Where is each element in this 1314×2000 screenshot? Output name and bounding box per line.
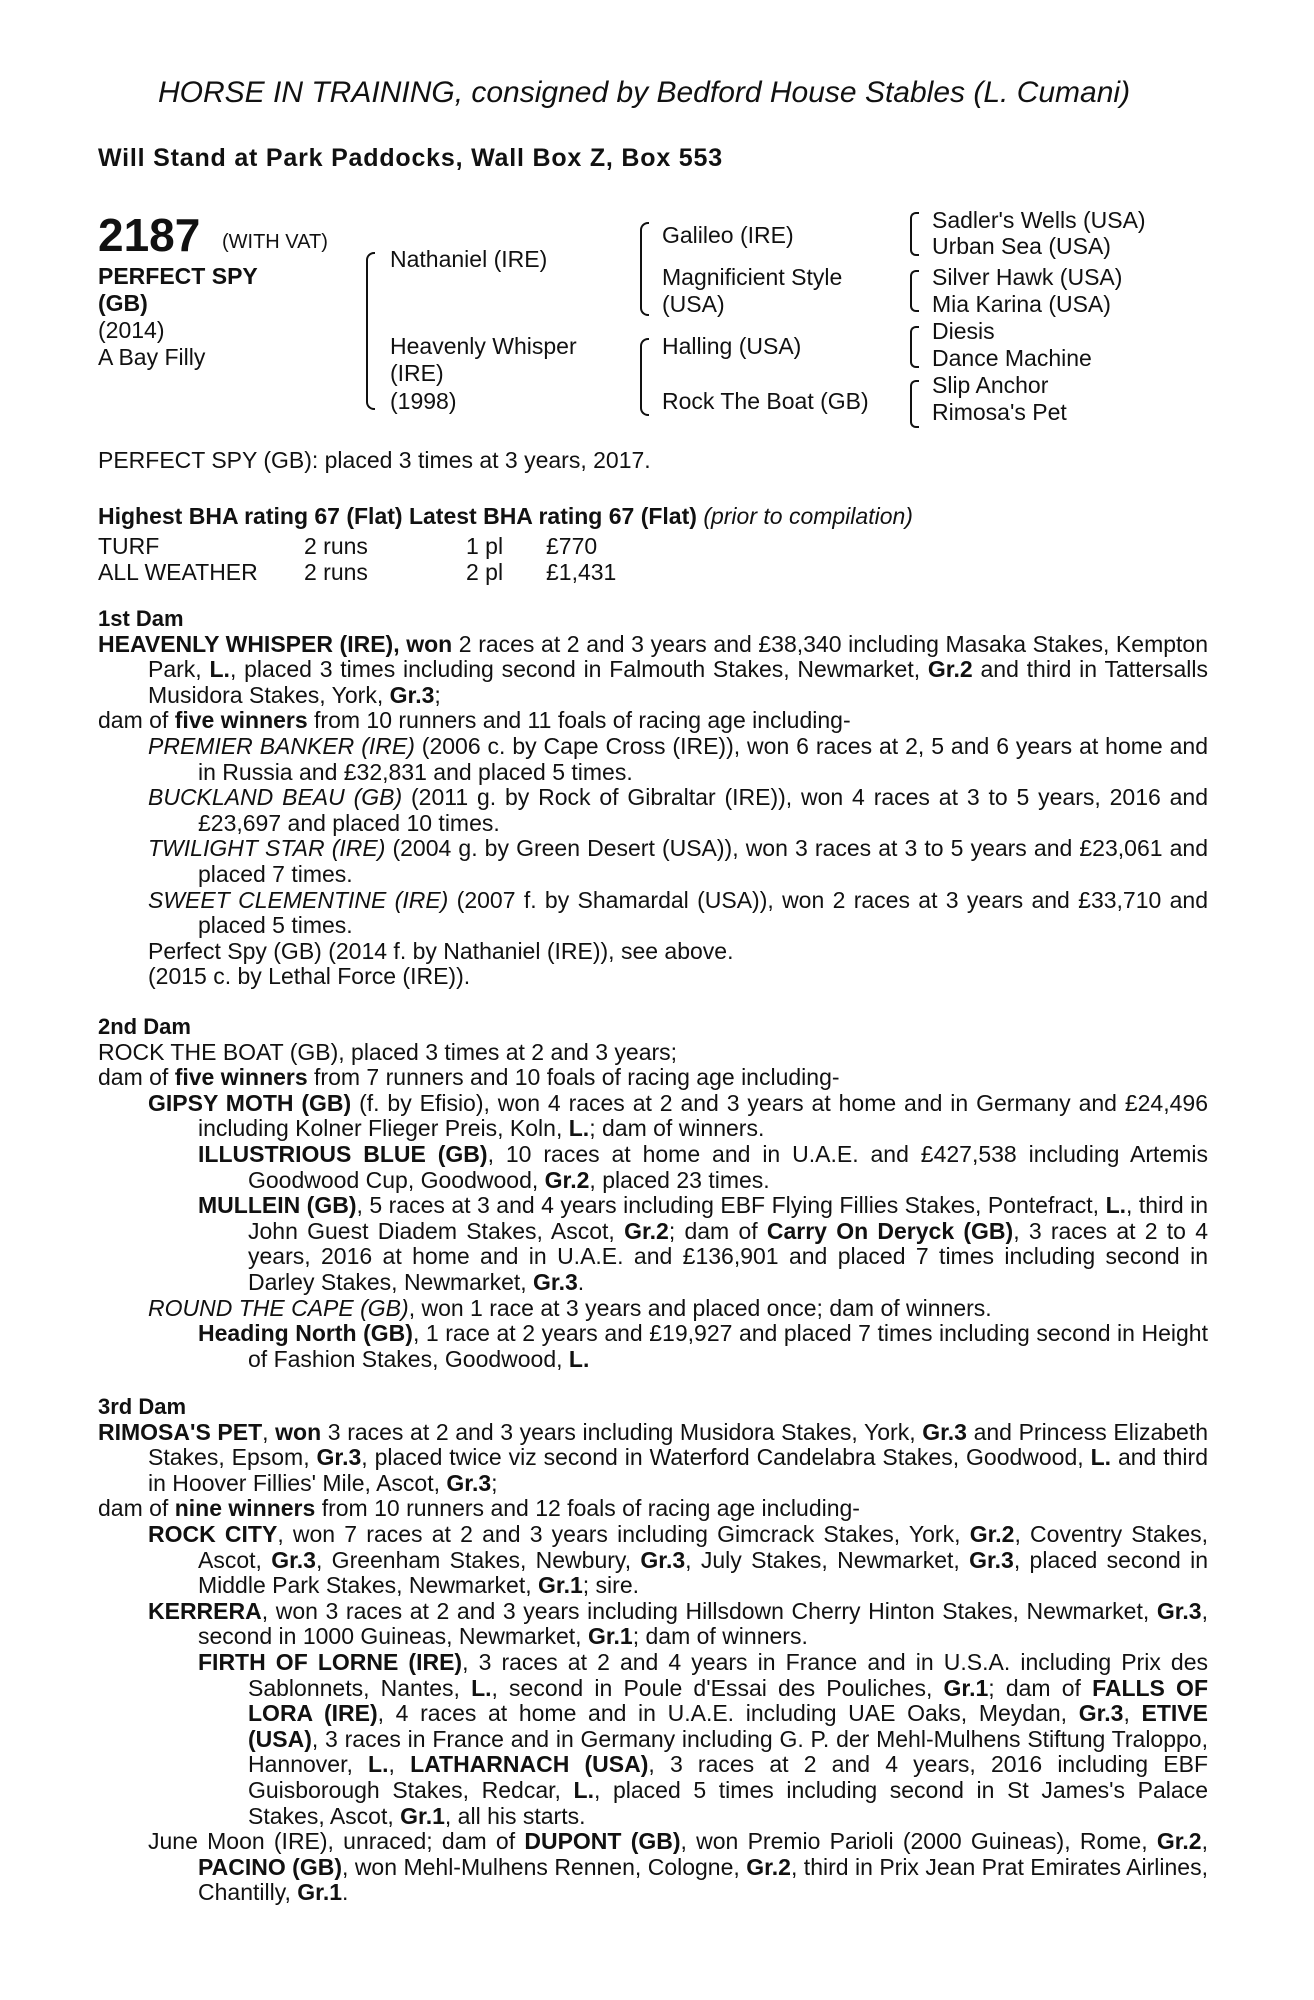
record-text: , placed 3 times including second in Falmouth Stakes, Newmarket, (229, 656, 928, 683)
record-runs: 2 runs (304, 533, 368, 559)
produce-name: LATHARNACH (USA) (410, 1751, 649, 1778)
race-grade: L. (1105, 1192, 1127, 1219)
record-text: ; dam of (988, 1674, 1093, 1701)
race-grade: Gr.1 (587, 1623, 633, 1650)
race-grade: Gr.2 (746, 1853, 791, 1880)
race-grade: Gr.3 (316, 1444, 362, 1471)
pedigree-g3: Silver Hawk (USA) (932, 264, 1123, 290)
record-text: dam of (98, 1064, 175, 1091)
pedigree-g2: Urban Sea (USA) (932, 233, 1111, 259)
record-text: , third in John Guest Diadem Stakes, Ascot, (248, 1192, 1208, 1244)
pedigree-sire-dam-country: (USA) (662, 291, 725, 317)
record-text: , Greenham Stakes, Newbury, (315, 1546, 641, 1573)
produce-name: MULLEIN (GB) (198, 1192, 357, 1219)
produce-entry (98, 836, 1208, 887)
record-text: , second in 1000 Guineas, Newmarket, (198, 1597, 1208, 1650)
produce-name: PREMIER BANKER (IRE) (148, 732, 415, 759)
race-grade: Gr.2 (624, 1217, 669, 1244)
record-text: (2006 c. by Cape Cross (IRE)), won 6 races at 2, 5 and 6 years at home and in Russia and £32,831 and placed 5 times. (198, 732, 1208, 785)
record-text: , (1123, 1700, 1142, 1727)
produce-name: ETIVE (USA) (248, 1700, 1208, 1752)
pedigree-dam-country: (IRE) (390, 360, 444, 386)
produce-entry (98, 1142, 1208, 1193)
winners-count: five winners (174, 707, 308, 734)
third-dam-record (98, 1420, 1208, 1497)
race-grade: Gr.3 (1078, 1700, 1124, 1727)
record-text: , won 7 races at 2 and 3 years including Gimcrack Stakes, York, (277, 1520, 970, 1547)
produce-name: ROUND THE CAPE (GB) (148, 1294, 409, 1321)
pedigree-brace-sire-dam (366, 252, 375, 410)
record-surface: TURF (98, 533, 160, 559)
pedigree-sire-sire: Galileo (IRE) (662, 222, 794, 248)
pedigree-brace-g1 (910, 212, 919, 256)
second-dam-produce-summary (98, 1065, 1208, 1091)
produce-name: GIPSY MOTH (GB) (148, 1089, 352, 1116)
horse-name: PERFECT SPY (98, 263, 258, 289)
pedigree-g7: Slip Anchor (932, 372, 1049, 398)
race-grade: Gr.1 (943, 1674, 989, 1701)
record-text: ; dam of (668, 1217, 767, 1244)
race-grade: Gr.3 (446, 1469, 492, 1496)
race-grade: Gr.2 (1156, 1828, 1202, 1855)
record-text: , second in Poule d'Essai des Pouliches, (491, 1674, 944, 1701)
record-text: , 3 races at 2 and 4 years in France and in U.S.A. including Prix des Sablonnets, Nantes, (248, 1648, 1208, 1701)
record-text: ; (491, 1469, 498, 1496)
record-text: ; dam of winners. (589, 1115, 765, 1142)
race-grade: L. (368, 1751, 389, 1778)
first-dam-record (98, 632, 1208, 709)
produce-name: FALLS OF LORA (IRE) (248, 1674, 1208, 1727)
record-text: and third in Hoover Fillies' Mile, Ascot, (148, 1444, 1208, 1496)
pedigree-g4: Mia Karina (USA) (932, 291, 1111, 317)
first-dam-heading: 1st Dam (98, 606, 184, 631)
record-text: 3 races at 2 and 3 years including Musidora Stakes, York, (321, 1418, 923, 1445)
race-grade: Gr.1 (538, 1572, 583, 1599)
pedigree-sire-dam: Magnificient Style (662, 264, 843, 290)
race-grade: Gr.1 (297, 1879, 343, 1906)
produce-name: Heading North (GB) (198, 1320, 413, 1347)
record-text: dam of (98, 1495, 175, 1522)
dam-name: RIMOSA'S PET (98, 1418, 263, 1445)
record-text: , placed 23 times. (589, 1166, 770, 1193)
record-text: . (342, 1879, 349, 1906)
record-earnings: £1,431 (546, 559, 617, 585)
produce-name: BUCKLAND BEAU (GB) (148, 784, 403, 811)
produce-entry (98, 785, 1208, 836)
record-text: , won 1 race at 3 years and placed once; dam of winners. (408, 1294, 992, 1321)
produce-name: TWILIGHT STAR (IRE) (148, 835, 386, 862)
pedigree-brace-g4 (910, 380, 919, 428)
produce-entry (98, 734, 1208, 785)
race-grade: Gr.3 (1156, 1597, 1202, 1624)
pedigree-g6: Dance Machine (932, 345, 1092, 371)
produce-entry (98, 888, 1208, 939)
record-text: dam of (98, 707, 175, 734)
second-dam-record: ROCK THE BOAT (GB), placed 3 times at 2 and 3 years; (98, 1038, 678, 1065)
consignment-heading: HORSE IN TRAINING, consigned by Bedford House Stables (L. Cumani) (158, 76, 1131, 109)
pedigree-dam: Heavenly Whisper (390, 333, 577, 359)
produce-entry (98, 1193, 1208, 1295)
record-text: from 10 runners and 12 foals of racing age including- (315, 1495, 860, 1522)
produce-entry (98, 1650, 1208, 1829)
pedigree-dam-dam: Rock The Boat (GB) (662, 388, 869, 414)
record-text: from 7 runners and 10 foals of racing age including- (307, 1064, 840, 1091)
race-grade: Gr.3 (640, 1546, 686, 1573)
record-text: , July Stakes, Newmarket, (685, 1546, 970, 1573)
first-dam-section (98, 606, 1208, 990)
dam-won: won (275, 1418, 322, 1445)
record-text: , won Premio Parioli (2000 Guineas), Rome, (680, 1828, 1157, 1855)
record-text: (2004 g. by Green Desert (USA)), won 3 races at 3 to 5 years and £23,061 and placed 7 times. (198, 835, 1208, 887)
lot-number: 2187 (98, 209, 201, 261)
pedigree-g1: Sadler's Wells (USA) (932, 207, 1146, 233)
race-grade: Gr.3 (389, 681, 435, 708)
record-text: , 3 races in France and in Germany including G. P. der Mehl-Mulhens Stiftung Traloppo, Hannover, (248, 1725, 1208, 1778)
record-placed: 2 pl (466, 559, 504, 585)
record-earnings: £770 (546, 533, 598, 559)
race-grade: Gr.3 (969, 1546, 1014, 1573)
race-grade: Gr.1 (400, 1802, 445, 1829)
race-summary: PERFECT SPY (GB): placed 3 times at 3 years, 2017. (98, 447, 651, 473)
third-dam-section (98, 1394, 1208, 1906)
record-text: . (577, 1268, 585, 1295)
record-text: , all his starts. (444, 1802, 586, 1829)
pedigree-dam-year: (1998) (390, 388, 457, 414)
bha-rating (98, 504, 913, 530)
third-dam-produce-summary (98, 1496, 1208, 1522)
record-text: , won Mehl-Mulhens Rennen, Cologne, (342, 1853, 747, 1880)
record-text: , placed twice viz second in Waterford Candelabra Stakes, Goodwood, (361, 1444, 1091, 1471)
produce-name: KERRERA (148, 1597, 262, 1624)
record-text: , 4 races at home and in U.A.E. including UAE Oaks, Meydan, (377, 1700, 1079, 1727)
winners-count: five winners (174, 1064, 308, 1091)
race-grade: L. (209, 656, 230, 683)
produce-entry: (2015 c. by Lethal Force (IRE)). (148, 963, 471, 990)
record-text: , placed second in Middle Park Stakes, Newmarket, (198, 1546, 1208, 1599)
record-text: , placed 5 times including second in St James's Palace Stakes, Ascot, (248, 1776, 1208, 1829)
record-text: , 3 races at 2 and 4 years, 2016 including EBF Guisborough Stakes, Redcar, (248, 1751, 1209, 1803)
pedigree-sire: Nathaniel (IRE) (390, 246, 548, 272)
produce-entry: Perfect Spy (GB) (2014 f. by Nathaniel (IRE)), see above. (148, 937, 734, 964)
lot-vat: (WITH VAT) (222, 231, 328, 253)
winners-count: nine winners (174, 1495, 316, 1522)
race-grade: Gr.3 (922, 1418, 967, 1445)
record-text: , third in Prix Jean Prat Emirates Airlines, Chantilly, (198, 1853, 1208, 1906)
record-text: ; (434, 681, 441, 708)
record-runs: 2 runs (304, 559, 368, 585)
foaling-year: (2014) (98, 317, 165, 343)
race-grade: Gr.2 (927, 656, 973, 683)
record-text: , 10 races at home and in U.A.E. and £427,538 including Artemis Goodwood Cup, Goodwood, (248, 1140, 1208, 1193)
record-text: , won 3 races at 2 and 3 years including Hillsdown Cherry Hinton Stakes, Newmarket, (261, 1597, 1157, 1624)
record-text: , 1 race at 2 years and £19,927 and placed 7 times including second in Height of Fashion Stakes, Goodwood, (248, 1320, 1208, 1372)
produce-entry (98, 1829, 1208, 1906)
pedigree-g8: Rimosa's Pet (932, 399, 1067, 425)
record-text: , (262, 1418, 276, 1445)
pedigree-brace-g2 (910, 270, 919, 312)
first-dam-produce-summary (98, 708, 1208, 734)
pedigree-brace-sire (640, 222, 649, 316)
bha-rating-note: (prior to compilation) (703, 503, 913, 529)
produce-name: Carry On Deryck (GB) (766, 1217, 1014, 1244)
record-text: ; sire. (582, 1572, 640, 1599)
pedigree-g5: Diesis (932, 318, 995, 344)
record-text: (f. by Efisio), won 4 races at 2 and 3 years at home and in Germany and £24,496 including Kolner Flieger Preis, Koln, (198, 1089, 1208, 1142)
race-grade: Gr.2 (544, 1166, 590, 1193)
horse-name-country: (GB) (98, 290, 148, 316)
race-grade: Gr.3 (271, 1546, 316, 1573)
record-text: (2007 f. by Shamardal (USA)), won 2 races at 3 years and £33,710 and placed 5 times. (198, 886, 1209, 939)
pedigree-dam-sire: Halling (USA) (662, 333, 802, 359)
produce-entry (98, 1522, 1208, 1599)
record-text: ; dam of winners. (632, 1623, 808, 1650)
record-text: (2011 g. by Rock of Gibraltar (IRE)), won 4 races at 3 to 5 years, 2016 and £23,697 and placed 10 times. (198, 784, 1208, 836)
record-text: , 3 races at 2 to 4 years, 2016 at home and in U.A.E. and £136,901 and placed 7 times including second in Darley Stakes, Newmarket, (248, 1217, 1209, 1295)
produce-name: PACINO (GB) (198, 1853, 342, 1880)
race-grade: Gr.2 (969, 1520, 1015, 1547)
race-grade: L. (568, 1345, 590, 1372)
race-grade: L. (1090, 1444, 1112, 1471)
produce-entry (98, 1091, 1208, 1142)
produce-name: ROCK CITY (148, 1520, 278, 1547)
record-text: , (1201, 1828, 1208, 1855)
horse-description: A Bay Filly (98, 344, 206, 370)
record-text: 2 races at 2 and 3 years and £38,340 including Masaka Stakes, Kempton Park, (148, 630, 1208, 683)
race-grade: L. (471, 1674, 492, 1701)
produce-name: FIRTH OF LORNE (IRE) (198, 1648, 463, 1675)
dam-won: won (406, 630, 453, 657)
record-text: , (388, 1751, 411, 1778)
race-grade: L. (573, 1776, 594, 1803)
produce-name: DUPONT (GB) (524, 1828, 681, 1855)
record-text: from 10 runners and 11 foals of racing age including- (307, 707, 851, 734)
record-text: , Coventry Stakes, Ascot, (198, 1520, 1208, 1573)
record-surface: ALL WEATHER (98, 559, 258, 585)
produce-entry (98, 1599, 1208, 1650)
second-dam-section (98, 1014, 1208, 1372)
record-text: June Moon (IRE), unraced; dam of (148, 1828, 525, 1855)
race-grade: L. (568, 1115, 590, 1142)
record-placed: 1 pl (466, 533, 504, 559)
race-grade: Gr.3 (533, 1268, 578, 1295)
third-dam-heading: 3rd Dam (98, 1394, 187, 1419)
dam-name: HEAVENLY WHISPER (IRE), (98, 630, 407, 657)
pedigree-brace-dam (640, 338, 649, 416)
produce-entry (98, 1296, 1208, 1322)
second-dam-heading: 2nd Dam (98, 1014, 191, 1039)
record-text: and third in Tattersalls Musidora Stakes, York, (148, 656, 1209, 708)
produce-entry (98, 1321, 1208, 1372)
stand-location: Will Stand at Park Paddocks, Wall Box Z, Box 553 (98, 144, 723, 172)
produce-name: ILLUSTRIOUS BLUE (GB) (198, 1140, 488, 1167)
produce-name: SWEET CLEMENTINE (IRE) (148, 886, 449, 913)
bha-rating-text: Highest BHA rating 67 (Flat) Latest BHA rating 67 (Flat) (98, 503, 697, 529)
pedigree-brace-g3 (910, 326, 919, 368)
record-text: , 5 races at 3 and 4 years including EBF Flying Fillies Stakes, Pontefract, (356, 1192, 1106, 1219)
record-text: and Princess Elizabeth Stakes, Epsom, (148, 1418, 1208, 1471)
